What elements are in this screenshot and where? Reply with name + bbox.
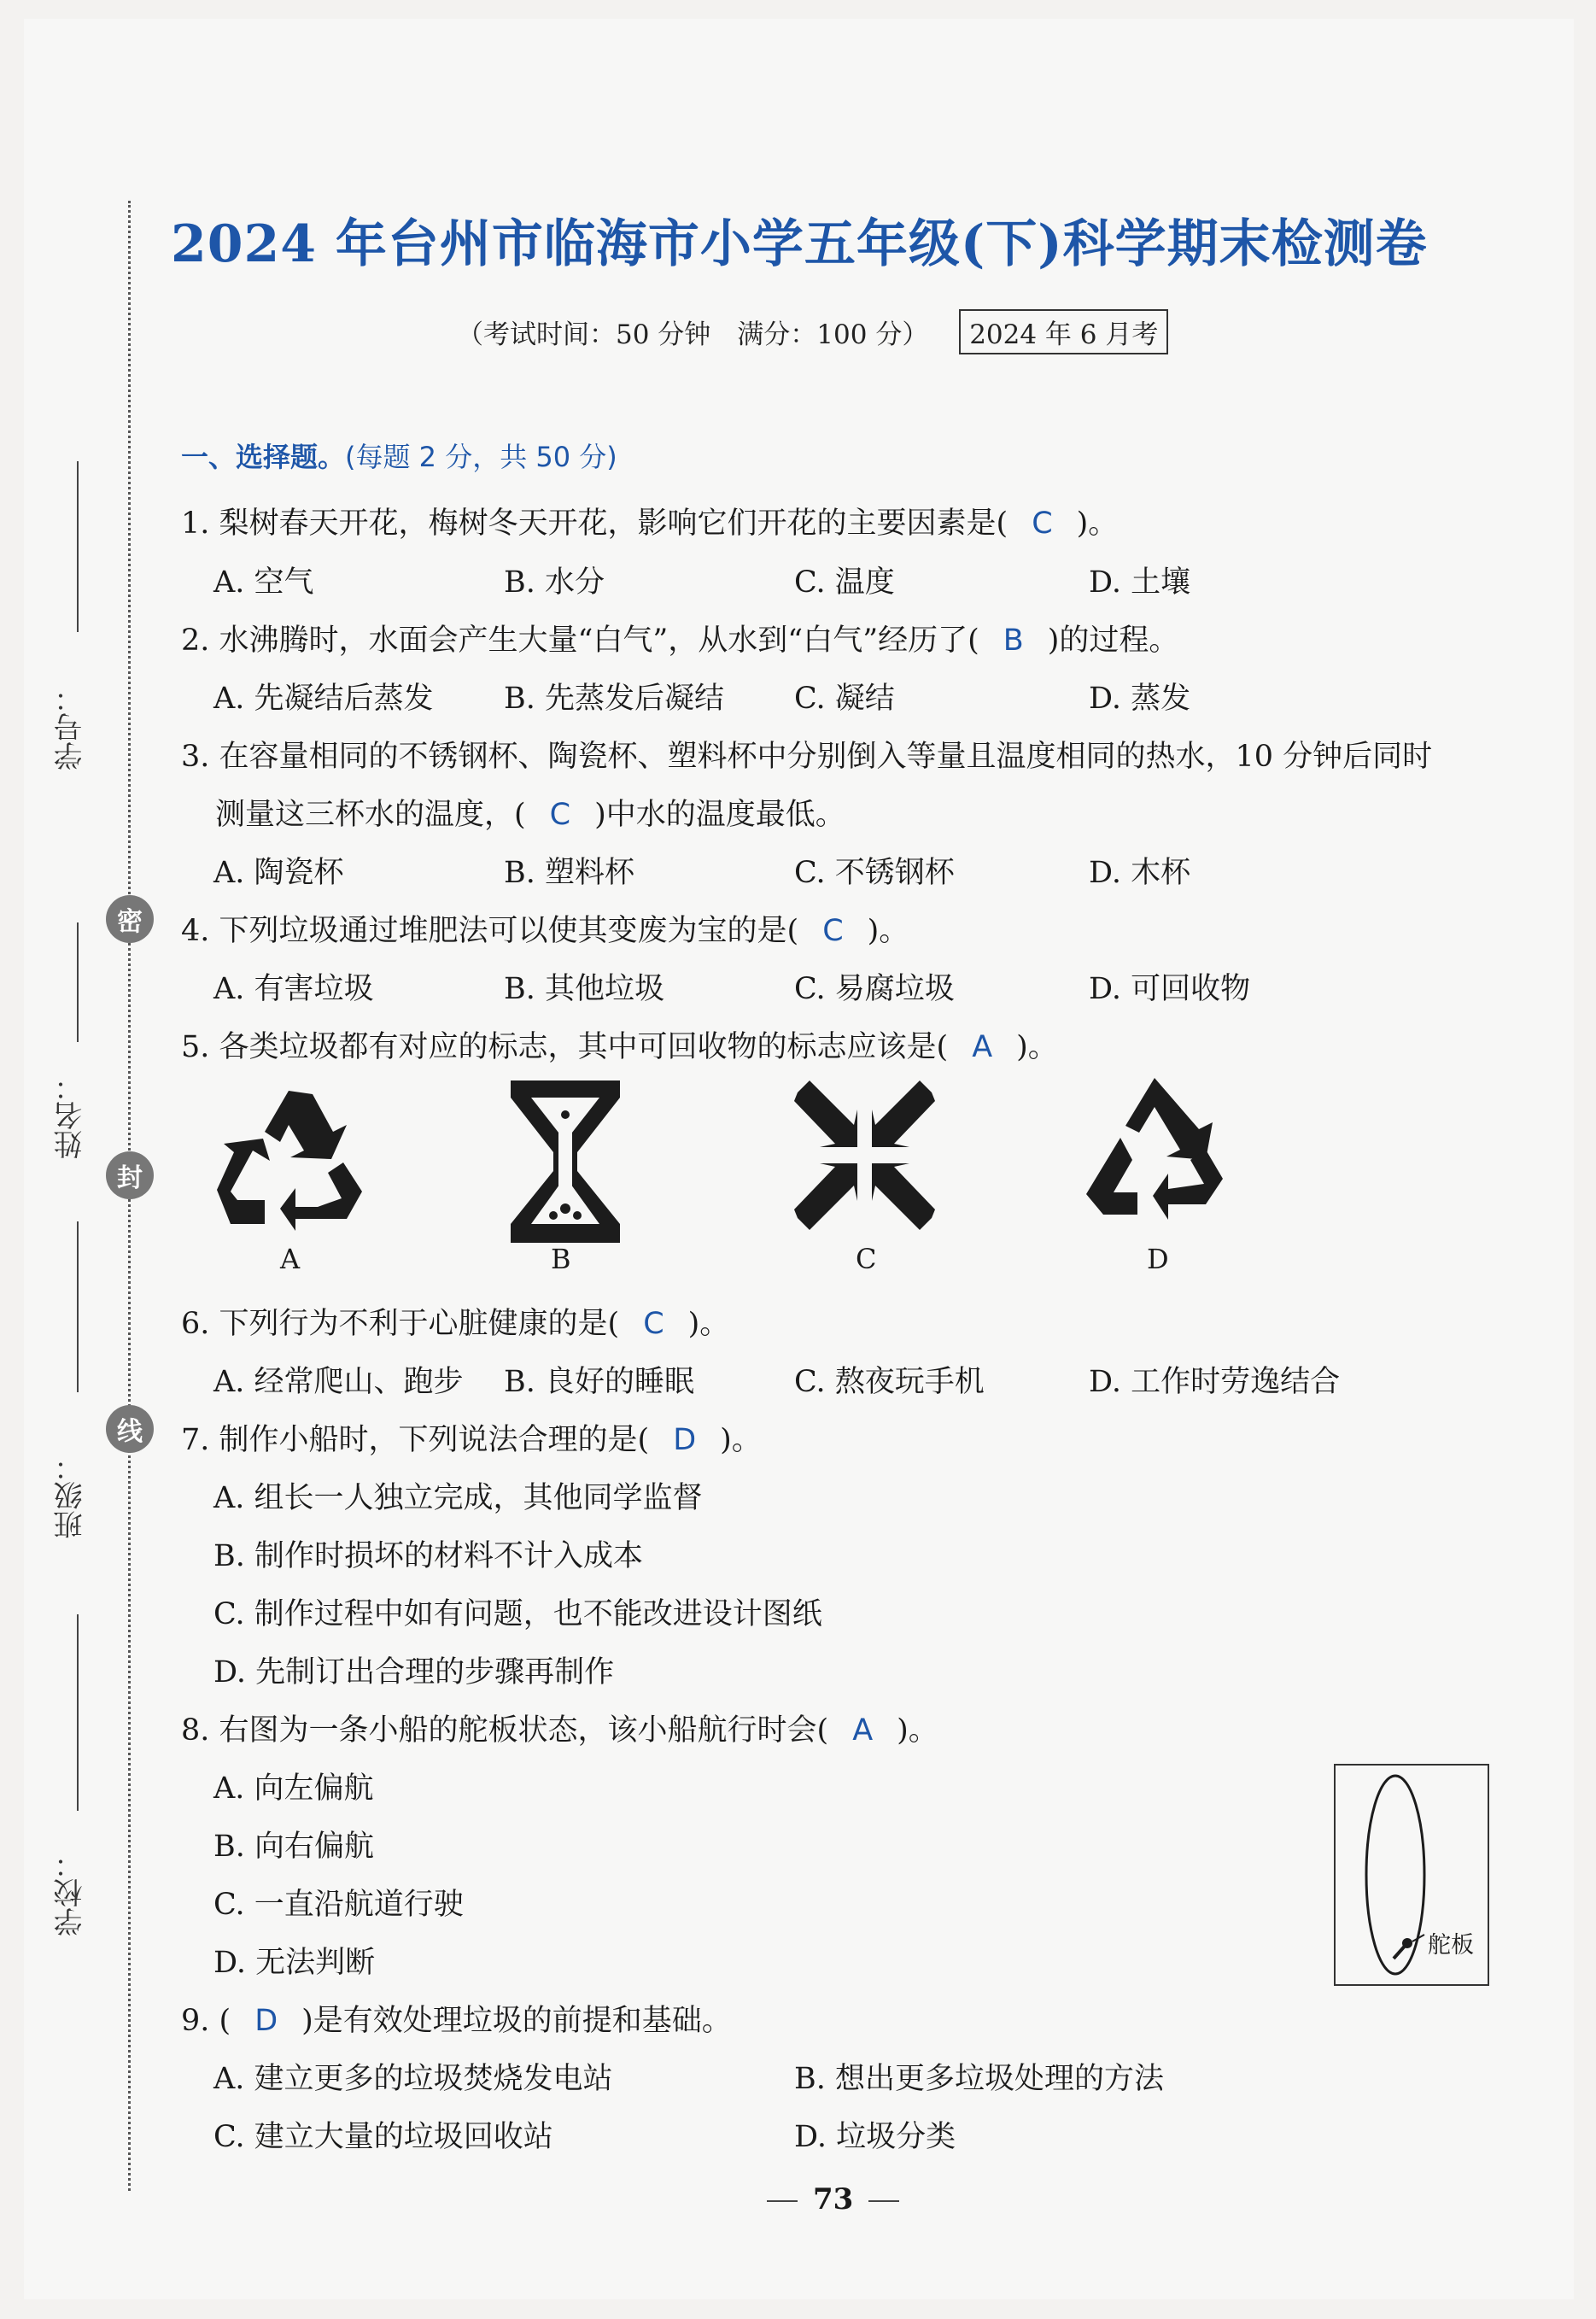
question-text: )。	[1016, 1030, 1058, 1064]
exam-date: 2024 年 6 月考	[959, 309, 1168, 354]
page-number-text: 73	[813, 2182, 854, 2217]
answer: B	[1003, 624, 1024, 658]
answer: C	[1032, 507, 1053, 541]
question-8	[181, 1707, 938, 1749]
recycle-symbol-icon	[212, 1080, 365, 1243]
option: C. 不锈钢杯	[794, 856, 955, 890]
question-text: )是有效处理垃圾的前提和基础。	[301, 2004, 732, 2038]
name-label: 姓名：	[54, 1072, 88, 1159]
option: B. 塑料杯	[504, 856, 634, 890]
option: B. 水分	[504, 565, 605, 600]
option: A. 有害垃圾	[213, 972, 374, 1006]
question-1	[181, 500, 1118, 542]
option: D. 先制订出合理的步骤再制作	[213, 1655, 615, 1689]
question-3	[181, 733, 1432, 776]
option: A. 经常爬山、跑步	[213, 1365, 464, 1399]
option: D. 蒸发	[1089, 682, 1191, 716]
option: A. 建立更多的垃圾焚烧发电站	[213, 2062, 613, 2096]
question-text: )的过程。	[1047, 624, 1179, 658]
question-text: 9. (	[181, 2004, 231, 2038]
option: B. 良好的睡眠	[504, 1365, 694, 1399]
option: C. 凝结	[794, 682, 895, 716]
question-7	[181, 1416, 762, 1459]
option: D. 无法判断	[213, 1946, 376, 1980]
answer: C	[549, 798, 571, 832]
option: A. 向左偏航	[213, 1771, 374, 1806]
answer: C	[822, 914, 844, 948]
option: D. 垃圾分类	[794, 2120, 956, 2154]
answer: C	[643, 1307, 664, 1341]
exam-subtitle	[457, 309, 1168, 354]
question-9	[181, 1997, 732, 2040]
question-2	[181, 617, 1178, 659]
answer: A	[972, 1030, 993, 1064]
logo-label-d: D	[1147, 1243, 1169, 1275]
section-points: (每题 2 分，共 50 分)	[345, 441, 617, 473]
school-label: 学校：	[54, 1849, 88, 1936]
question-text: )。	[687, 1307, 730, 1341]
question-text: 测量这三杯水的温度，(	[215, 798, 526, 832]
option: A. 陶瓷杯	[213, 856, 344, 890]
seal-xian: 线	[106, 1405, 154, 1453]
page-number	[751, 2182, 915, 2217]
option: C. 易腐垃圾	[794, 972, 955, 1006]
option: A. 组长一人独立完成，其他同学监督	[213, 1481, 703, 1515]
rudder-label: 舵板	[1428, 1932, 1474, 1959]
option: C. 温度	[794, 565, 895, 600]
question-text: )。	[897, 1713, 938, 1748]
binding-underline	[77, 922, 79, 1042]
question-text: )。	[867, 914, 909, 948]
binding-underline	[77, 1614, 79, 1811]
answer: A	[852, 1713, 874, 1748]
option: C. 一直沿航道行驶	[213, 1888, 464, 1922]
option: C. 制作过程中如有问题，也不能改进设计图纸	[213, 1597, 822, 1631]
answer: D	[254, 2004, 278, 2038]
answer: D	[673, 1423, 697, 1457]
option: A. 空气	[213, 565, 314, 600]
dash-right	[868, 2200, 899, 2202]
student-id-label: 学号：	[54, 683, 88, 770]
section-heading	[181, 436, 617, 475]
question-3-line2	[215, 791, 845, 834]
question-text: 8. 右图为一条小船的舵板状态，该小船航行时会(	[181, 1713, 829, 1748]
option: C. 熬夜玩手机	[794, 1365, 985, 1399]
other-recycle-icon	[1086, 1078, 1223, 1240]
question-text: 1. 梨树春天开花，梅树冬天开花，影响它们开花的主要因素是(	[181, 507, 1008, 541]
logo-label-a: A	[280, 1243, 301, 1275]
question-text: 6. 下列行为不利于心脏健康的是(	[181, 1307, 620, 1341]
logo-label-c: C	[856, 1243, 877, 1275]
option: D. 木杯	[1089, 856, 1191, 890]
question-text: 2. 水沸腾时，水面会产生大量“白气”，从水到“白气”经历了(	[181, 624, 979, 658]
seal-mi: 密	[106, 895, 154, 943]
option: D. 可回收物	[1089, 972, 1251, 1006]
exam-title: 2024 年台州市临海市小学五年级(下)科学期末检测卷	[171, 214, 1428, 274]
option: D. 土壤	[1089, 565, 1191, 600]
option: C. 建立大量的垃圾回收站	[213, 2120, 553, 2154]
option: A. 先凝结后蒸发	[213, 682, 434, 716]
logo-label-b: B	[551, 1243, 571, 1275]
question-text: 4. 下列垃圾通过堆肥法可以使其变废为宝的是(	[181, 914, 799, 948]
question-text: 5. 各类垃圾都有对应的标志，其中可回收物的标志应该是(	[181, 1030, 949, 1064]
binding-underline	[77, 1221, 79, 1392]
binding-underline	[77, 461, 79, 632]
question-text: 3. 在容量相同的不锈钢杯、陶瓷杯、塑料杯中分别倒入等量且温度相同的热水，10 分钟后同时	[181, 740, 1433, 774]
exam-time-score: （考试时间：50 分钟 满分：100 分）	[457, 319, 929, 350]
compress-arrows-icon	[794, 1080, 935, 1230]
dash-left	[767, 2200, 798, 2202]
option: B. 制作时损坏的材料不计入成本	[213, 1539, 643, 1573]
question-5	[181, 1023, 1058, 1066]
option: B. 想出更多垃圾处理的方法	[794, 2062, 1164, 2096]
question-text: )。	[720, 1423, 762, 1457]
question-6	[181, 1300, 729, 1343]
question-text: )。	[1076, 507, 1119, 541]
question-4	[181, 907, 909, 950]
option: B. 先蒸发后凝结	[504, 682, 724, 716]
class-label: 班级：	[54, 1452, 88, 1539]
question-text: 7. 制作小船时，下列说法合理的是(	[181, 1423, 650, 1457]
option: D. 工作时劳逸结合	[1089, 1365, 1341, 1399]
hazardous-waste-icon	[506, 1080, 625, 1243]
rudder-figure	[1334, 1764, 1489, 1986]
seal-feng: 封	[106, 1151, 154, 1199]
question-text: )中水的温度最低。	[594, 798, 845, 832]
option: B. 向右偏航	[213, 1830, 374, 1864]
option: B. 其他垃圾	[504, 972, 664, 1006]
section-title: 一、选择题。	[181, 441, 346, 473]
